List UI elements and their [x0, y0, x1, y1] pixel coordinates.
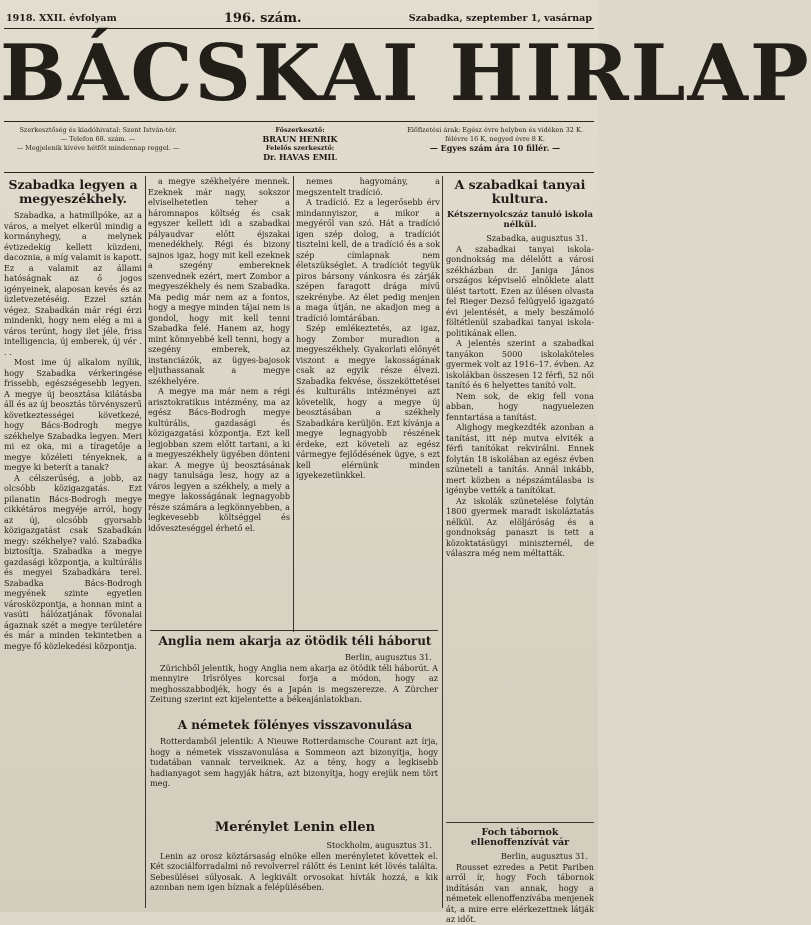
editorial-line: — Telefon 68. szám. —: [60, 135, 136, 143]
paragraph: A jelentés szerint a szabadkai tanyákon 5000 iskolaköteles gyermek volt az 1916–17. évben. Az iskolákban összesen 12 férfi, 52 női tanító és 6 helyettes tanító volt.: [446, 338, 594, 390]
article-szabadka: [4, 176, 142, 910]
editor-label: Főszerkesztő:: [275, 126, 325, 134]
news-anglia-text: [150, 652, 438, 714]
paragraph: Az iskolák szünetelése folytán 1800 gyermek maradt iskoláztatás nélkül. Az elöljáróság és a gondnokság panaszt is tett a közoktatásügyi miniszternél, de válaszra még nem méltatták.: [446, 495, 594, 558]
subscription-info: [400, 126, 590, 153]
paragraph: Nem sok, de ekig fell vona abban, hogy nagyuelezen fenntartása a tanítást.: [446, 390, 594, 422]
article-szabadka-continued-2: [296, 176, 440, 628]
article-headline: A szabadkai tanyai kultura.: [454, 177, 586, 206]
paragraph: Szép emlékeztetés, az igaz, hogy Zombor muradion a megyeszékhely. Gyakorlati előnyét viszont a megye lakosságának csak az egyik része élvezi. Szabadka fekvése, összeköttetései és kulturális intézményei azt követelik, hogy a megye új beosztásában a székhely Szabadkára kerüljön. Ezt kívánja a megye legnagyobb részének érdeke, ezt követeli az egész vármegye fejlődésének ügye, s ezt kell elérnünk minden igyekezetünkkel.: [296, 323, 440, 480]
newspaper-title: BÁCSKAI HIRLAP: [0, 28, 811, 119]
paragraph: a megye székhelyére mennek. Ezeknek már nagy, sokszor elviselhetetlen teher a háromnapos költség és csak egyszer kellett idi a szabadkai pályaudvar előtt éjszakai menedékhely. Régi és bizony sajnos igaz, hogy mit kell ezeknek a szegény embereknek szenvednek ezért, mert Zombor a megyeszékhely és nem Szabadka. Ma pedig már nem az a fontos, hogy a megye minden tájai nem is gondol, hogy mit kell tenni Szabadka felé. Hanem az, hogy mint könnyebbé kell tenni, hogy a szegény emberek, az instanciázók, az ügyes-bajosok eljuthassanak a megye székhelyére.: [148, 176, 290, 386]
article-szabadka-continued: [148, 176, 290, 628]
paragraph: A tradíció. Ez a legerősebb érv mindannyiszor, a mikor a megyéről van szó. Hát a tradíció igen szép dolog, a tradíciót tisztelni kell, de a tradíció és a sok szép címlapnak nem életszükséglet. A tradíciót tegyük piros bársony vánkosra és zárják szépen faragott drága mívű szekrénybe. Az élet pedig menjen a maga útján, ne akadjon meg a tradíció lomtárában.: [296, 197, 440, 323]
article-headline: Foch tábornok ellenoffenzívát vár: [470, 827, 570, 848]
paragraph: A megye ma már nem a régi arisztokratikus intézmény, ma az egész Bács-Bodrogh megye kultúrális, gazdasági és közigazgatási központja. Ezt kell legjobban szem előtt tartani, a ki a megyeszékhely ügyében dönteni akar. A megye új beosztásának nagy tanulsága lesz, hogy az a város legyen a székhely, a mely a megye lakosságának legnagyobb része számára a legkönnyebben, a legkevesebb költséggel és időveszteséggel érhető el.: [148, 386, 290, 533]
paragraph: Szabadka, a hatmillpóke, az a város, a melyet elkerül mindig a kormányhegy, a melynek évtizedekig kellett küzdeni, dacoznia, a míg valamit is kapott. Ez a valamit az állami hatóságnak az ő jogos igényeinek, alaposan kevés és az üzletvezetéséig. Ezzel sztán végez. Szabadkán már régi érzi mindenki, hogy nem elég a mi a város terúnt, hogy ilet jéle, friss intelligencia, új emberek, új vér . . .: [4, 210, 142, 357]
responsible-label: Felelős szerkesztő:: [265, 144, 335, 152]
single-copy-price: — Egyes szám ára 10 fillér. —: [429, 143, 561, 153]
paragraph: Lenin az orosz köztársaság elnöke ellen merényletet követtek el. Két szociálforradalmi nő revolverrel rálőtt és Lenint két lövés találta. Sebesülései súlyosak. A legkivált orvosokat hívták hozzá, a kik azonban nem igen bíznak a felépülésében.: [150, 850, 438, 892]
price-line: Előfizetési árak: Egész évre helyben és vidéken 32 K.: [407, 126, 583, 134]
paragraph: A célszerűség, a jobb, az olcsóbb közigazgatás. Ezt pilanatin Bács-Bodrogh megye cikkétáros megyéje arról, hogy az új, olcsóbb gyorsabb közigazgatást csak Szabadkán megy: székhelye? való. Szabadka biztosítja. Szabadka a megye gazdasági központja, a kultúrális és megyei Szabadkára terel. Szabadka Bács-Bodrogh megyének szinte egyetlen városközpontja, a honnan mint a vasúti hálózatjának fővonalai ágaznak szét a megye területére és már a minden tekintetben a megye fő közlekedési központja.: [4, 472, 142, 651]
price-line: félévre 16 K, negyed évre 8 K.: [445, 135, 545, 143]
dateline: Stockholm, augusztus 31.: [326, 840, 432, 850]
article-subheadline: Kétszernyolcszáz tanuló iskola nélkül.: [446, 210, 594, 230]
news-headline-nemetek: A németek fölényes visszavonulása: [177, 718, 413, 732]
volume-label: 1918. XXII. évfolyam: [6, 12, 117, 24]
date-label: Szabadka, szeptember 1, vasárnap: [408, 12, 592, 24]
masthead-topline: [6, 10, 592, 26]
news-nemetek-text: [150, 736, 438, 820]
paragraph: Zürichből jelentik, hogy Anglia nem akarja az ötödik téli háborút. A mennyire Irlsrölyes korcsai forja a módon, hogy az meghosszabbodjék, hogy és a Japán is megszerezze. A Zürcher Zeitung szerint ezt kijelentette a békeajánlatokban.: [150, 662, 438, 704]
article-foch: [446, 826, 594, 924]
editor-info: [230, 126, 370, 162]
section-rule: [150, 630, 438, 631]
news-lenin-text: [150, 840, 438, 910]
editorial-line: — Megjelenik kivéve hétfőt mindennap reggel. —: [16, 144, 180, 152]
section-rule: [446, 822, 594, 823]
dateline: Berlin, augusztus 31.: [344, 652, 432, 662]
news-headline-lenin: Merénylet Lenin ellen: [214, 820, 376, 835]
article-tanyai-kultura: [446, 176, 594, 910]
editorial-line: Szerkesztőség és kiadóhivatal: Szent István-tér.: [19, 126, 177, 134]
paragraph: Rotterdamból jelentik: A Nieuwe Rotterdamsche Courant azt írja, hogy a németek visszavonulása a Sommeon azt bizonyítja, hogy tudatában vannak terveiknek. Az a tény, hogy a legkisebb hadianyagot sem hagyják hátra, azt bizonyítja, hogy erejük nem tört meg.: [150, 736, 438, 788]
column-divider: [442, 176, 443, 908]
news-headline-anglia: Anglia nem akarja az ötödik téli háborut: [158, 634, 432, 648]
paragraph: Alighogy megkezdték azonban a tanítást, itt nép mutva elviték a férfi tanítókat rekvirálni. Ennek folytán 18 iskolában az egész évben szüneteli a tanítás. Annál inkább, mert közben a népszámtálasba is igénybe vették a tanítókat.: [446, 422, 594, 495]
paragraph: nemes hagyomány, a megszentelt tradíció.: [296, 176, 440, 197]
column-divider: [145, 176, 146, 908]
editor-name: BRAUN HENRIK: [262, 134, 338, 144]
dateline: Berlin, augusztus 31.: [500, 851, 588, 861]
responsible-name: Dr. HAVAS EMIL: [263, 152, 337, 162]
masthead-rule-bottom: [4, 172, 594, 173]
editorial-info: [8, 126, 188, 153]
column-divider: [293, 176, 294, 632]
article-headline: Szabadka legyen a megyeszékhely.: [8, 177, 138, 206]
issue-number: 196. szám.: [223, 10, 302, 26]
paragraph: Most ime új alkalom nyílik, hogy Szabadka vérkeringése frissebb, egészségesebb legyen. A megye új beosztása kilátásba áll és az új beosztás törvényszerű következtességei következé, hogy Bács-Bodrogh megye székhelye Szabadka legyen. Meri mi ez oka, mi a tíragetője a megye közéleti tényeknek, a megye ki beterít a tanak?: [4, 357, 142, 472]
masthead-rule-mid: [4, 121, 594, 122]
paragraph: Rousset ezredes a Petit Pariben arról ír, hogy Foch tábornok indításán van annak, hogy a németek ellenoffenzívába menjenek át, a mire erre elérkezettnek látják az időt.: [446, 861, 594, 924]
paragraph: A szabadkai tanyai iskola-gondnokság ma délelőtt a városi székházban dr. Janiga János országos képviselő elnöklete alatt ülést tartott. Ezen az ülésen olvasta fel Rieger Dezső felügyelő igazgató évi jelentését, a mely beszámoló föltétlenül szabadkai tanyai iskola-politikának ellen.: [446, 243, 594, 338]
dateline: Szabadka, augusztus 31.: [486, 233, 588, 243]
